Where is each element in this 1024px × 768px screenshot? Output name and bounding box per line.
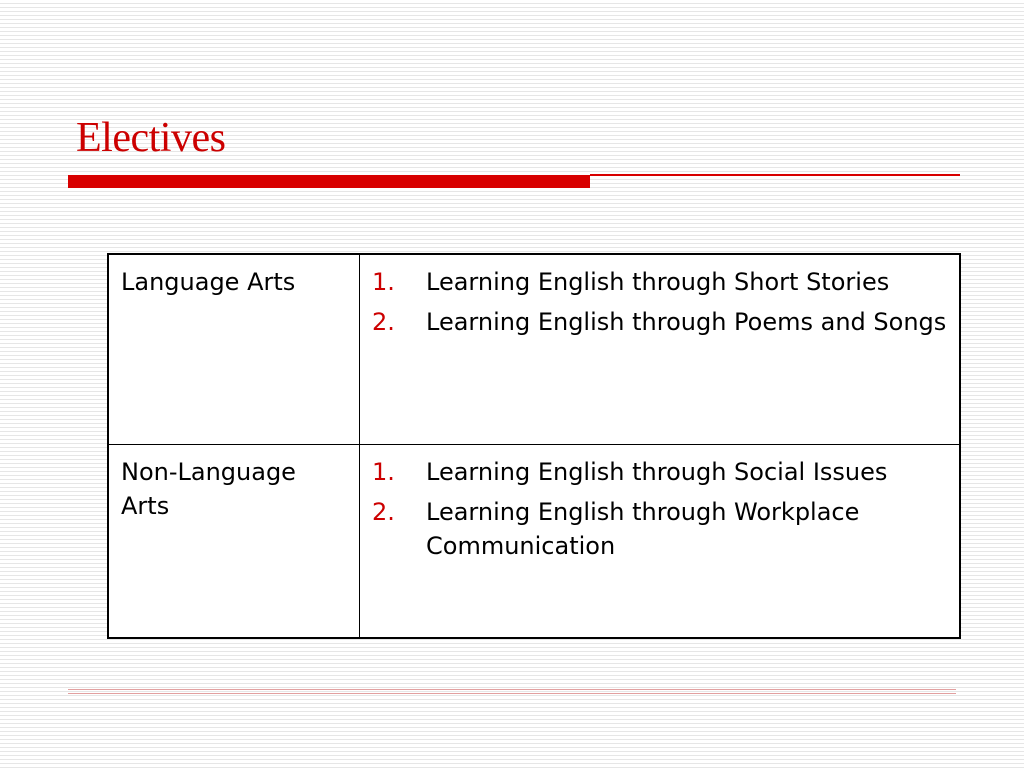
category-cell: Non-Language Arts <box>108 444 360 638</box>
item-number: 1. <box>372 268 395 296</box>
course-list <box>372 265 951 339</box>
title-underline-thick <box>68 175 590 188</box>
title-underline-thin <box>590 174 960 176</box>
item-number: 2. <box>372 308 395 336</box>
footer-divider-bottom <box>68 693 956 694</box>
course-list <box>372 455 951 563</box>
table-row-non-language-arts <box>108 444 960 638</box>
list-item <box>372 455 951 489</box>
item-text: Learning English through Poems and Songs <box>426 308 947 336</box>
item-text: Learning English through Short Stories <box>426 268 890 296</box>
courses-cell <box>360 254 961 444</box>
electives-table <box>107 253 961 639</box>
table-row-language-arts <box>108 254 960 444</box>
item-number: 2. <box>372 497 395 526</box>
list-item <box>372 265 951 299</box>
item-number: 1. <box>372 457 395 486</box>
slide-title: Electives <box>76 115 226 161</box>
list-item <box>372 305 951 339</box>
footer-divider-top <box>68 689 956 690</box>
courses-cell <box>360 444 961 638</box>
category-cell: Language Arts <box>108 254 360 444</box>
item-text: Learning English through Workplace Communication <box>426 497 860 560</box>
item-text: Learning English through Social Issues <box>426 457 888 486</box>
list-item <box>372 495 951 563</box>
